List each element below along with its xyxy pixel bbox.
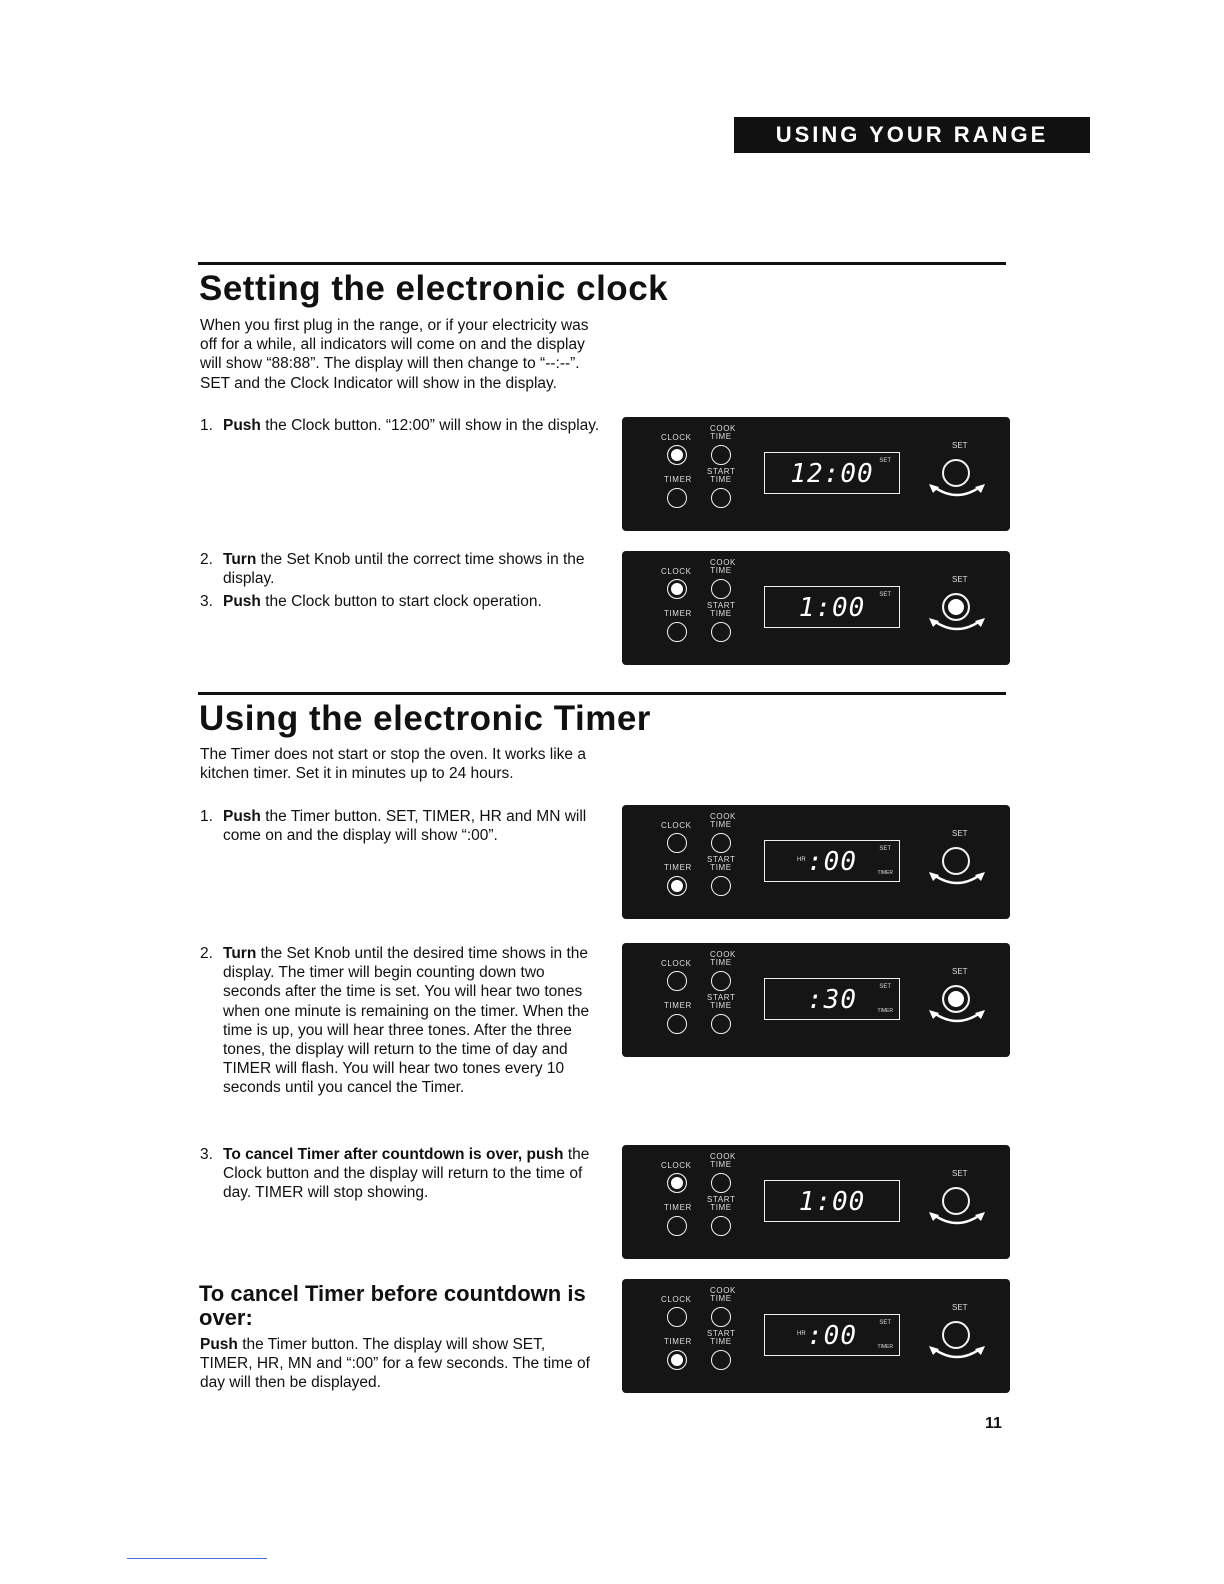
section-rule — [198, 262, 1006, 265]
clock-display — [764, 452, 900, 494]
set-knob-label: SET — [952, 829, 968, 838]
start-time-label: START TIME — [707, 467, 736, 484]
timer-button[interactable] — [667, 1216, 687, 1236]
clock-button[interactable] — [667, 1173, 687, 1193]
timer-label: TIMER — [664, 863, 692, 872]
hr-indicator: HR — [797, 1331, 806, 1337]
start-time-label: START TIME — [707, 993, 736, 1010]
display-digits: 1:00 — [798, 593, 866, 623]
set-knob-label: SET — [952, 1169, 968, 1178]
timer-steps-c — [200, 1145, 600, 1203]
clock-display — [764, 1314, 900, 1356]
rotate-arrow-icon — [928, 1211, 986, 1231]
clock-label: CLOCK — [661, 433, 692, 442]
list-item: 2. Turn the Set Knob until the desired time shows in the display. The timer will begin counting down two seconds after the time is set. You will hear two tones when one minute is remaining on the timer. When the time is up, you will hear three tones. After the three tones, the display will return to the time of day and TIMER will flash. You will hear two tones every 10 seconds until you cancel the Timer. — [200, 945, 590, 1097]
control-panel — [622, 1145, 1010, 1259]
cook-time-label: COOK TIME — [710, 1286, 736, 1303]
clock-label: CLOCK — [661, 1161, 692, 1170]
start-time-label: START TIME — [707, 1195, 736, 1212]
cancel-before-title: To cancel Timer before countdown is over: — [199, 1281, 586, 1330]
set-knob-label: SET — [952, 575, 968, 584]
clock-section-title: Setting the electronic clock — [199, 269, 669, 308]
timer-label: TIMER — [664, 1001, 692, 1010]
set-knob-label: SET — [952, 441, 968, 450]
page-number: 11 — [985, 1415, 1002, 1432]
timer-button[interactable] — [667, 876, 687, 896]
timer-button[interactable] — [667, 488, 687, 508]
start-time-label: START TIME — [707, 1329, 736, 1346]
timer-section-title: Using the electronic Timer — [199, 699, 651, 738]
display-digits: :00 — [807, 1321, 857, 1351]
rotate-arrow-icon — [928, 871, 986, 891]
rotate-arrow-icon — [928, 617, 986, 637]
start-time-label: START TIME — [707, 855, 736, 872]
control-panel — [622, 417, 1010, 531]
timer-label: TIMER — [664, 1203, 692, 1212]
clock-label: CLOCK — [661, 567, 692, 576]
timer-label: TIMER — [664, 1337, 692, 1346]
clock-display — [764, 586, 900, 628]
rotate-arrow-icon — [928, 483, 986, 503]
timer-button[interactable] — [667, 1350, 687, 1370]
start-time-button[interactable] — [711, 622, 731, 642]
clock-label: CLOCK — [661, 821, 692, 830]
timer-indicator: TIMER — [877, 1344, 893, 1350]
timer-indicator: TIMER — [877, 870, 893, 876]
list-item: 3. Push the Clock button to start clock operation. — [200, 593, 542, 611]
cook-time-label: COOK TIME — [710, 558, 736, 575]
timer-label: TIMER — [664, 609, 692, 618]
hr-indicator: HR — [797, 857, 806, 863]
set-indicator: SET — [879, 458, 891, 464]
section-banner: USING YOUR RANGE — [734, 117, 1090, 153]
list-item: 1. Push the Clock button. “12:00” will show in the display. — [200, 417, 600, 434]
clock-button[interactable] — [667, 833, 687, 853]
timer-label: TIMER — [664, 475, 692, 484]
start-time-button[interactable] — [711, 876, 731, 896]
cook-time-button[interactable] — [711, 833, 731, 853]
timer-steps-b — [200, 944, 600, 1098]
set-indicator: SET — [879, 984, 891, 990]
clock-button[interactable] — [667, 579, 687, 599]
cook-time-label: COOK TIME — [710, 950, 736, 967]
timer-button[interactable] — [667, 1014, 687, 1034]
timer-button[interactable] — [667, 622, 687, 642]
set-indicator: SET — [879, 1320, 891, 1326]
control-panel — [622, 805, 1010, 919]
set-knob-label: SET — [952, 1303, 968, 1312]
cook-time-label: COOK TIME — [710, 1152, 736, 1169]
clock-steps-a — [200, 416, 600, 435]
start-time-button[interactable] — [711, 1014, 731, 1034]
cook-time-button[interactable] — [711, 1173, 731, 1193]
rotate-arrow-icon — [928, 1009, 986, 1029]
list-item: 1. Push the Timer button. SET, TIMER, HR and MN will come on and the display will show “:00”. — [200, 808, 587, 845]
set-indicator: SET — [879, 592, 891, 598]
cook-time-label: COOK TIME — [710, 812, 736, 829]
timer-intro: The Timer does not start or stop the oven. It works like a kitchen timer. Set it in minutes up to 24 hours. — [200, 746, 586, 783]
display-digits: 1:00 — [798, 1187, 866, 1217]
list-item: 3. To cancel Timer after countdown is over, push the Clock button and the display will return to the time of day. TIMER will stop showing. — [200, 1146, 590, 1202]
clock-steps-b — [200, 550, 600, 612]
start-time-button[interactable] — [711, 1350, 731, 1370]
start-time-button[interactable] — [711, 1216, 731, 1236]
section-rule — [198, 692, 1006, 695]
display-digits: :00 — [807, 847, 857, 877]
cancel-before-text: Push the Timer button. The display will show SET, TIMER, HR, MN and “:00” for a few seconds. The time of day will then be displayed. — [200, 1336, 590, 1392]
timer-indicator: TIMER — [877, 1008, 893, 1014]
clock-label: CLOCK — [661, 959, 692, 968]
clock-button[interactable] — [667, 1307, 687, 1327]
clock-display — [764, 978, 900, 1020]
start-time-label: START TIME — [707, 601, 736, 618]
cook-time-button[interactable] — [711, 579, 731, 599]
cook-time-button[interactable] — [711, 1307, 731, 1327]
cook-time-button[interactable] — [711, 971, 731, 991]
clock-display — [764, 1180, 900, 1222]
rotate-arrow-icon — [928, 1345, 986, 1365]
control-panel — [622, 551, 1010, 665]
set-knob-label: SET — [952, 967, 968, 976]
display-digits: :30 — [807, 985, 857, 1015]
clock-intro: When you first plug in the range, or if your electricity was off for a while, all indicators will come on and the display will show “88:88”. The display will then change to “--:--”. SET and the Clock Indicator will show in the display. — [200, 317, 589, 392]
display-digits: 12:00 — [790, 459, 874, 489]
list-item: 2. Turn the Set Knob until the correct time shows in the display. — [200, 551, 585, 588]
set-indicator: SET — [879, 846, 891, 852]
timer-steps-a — [200, 807, 600, 845]
cook-time-button[interactable] — [711, 445, 731, 465]
control-panel — [622, 1279, 1010, 1393]
footer-divider — [127, 1558, 267, 1559]
clock-button[interactable] — [667, 445, 687, 465]
clock-button[interactable] — [667, 971, 687, 991]
control-panel — [622, 943, 1010, 1057]
clock-display — [764, 840, 900, 882]
clock-label: CLOCK — [661, 1295, 692, 1304]
start-time-button[interactable] — [711, 488, 731, 508]
cook-time-label: COOK TIME — [710, 424, 736, 441]
